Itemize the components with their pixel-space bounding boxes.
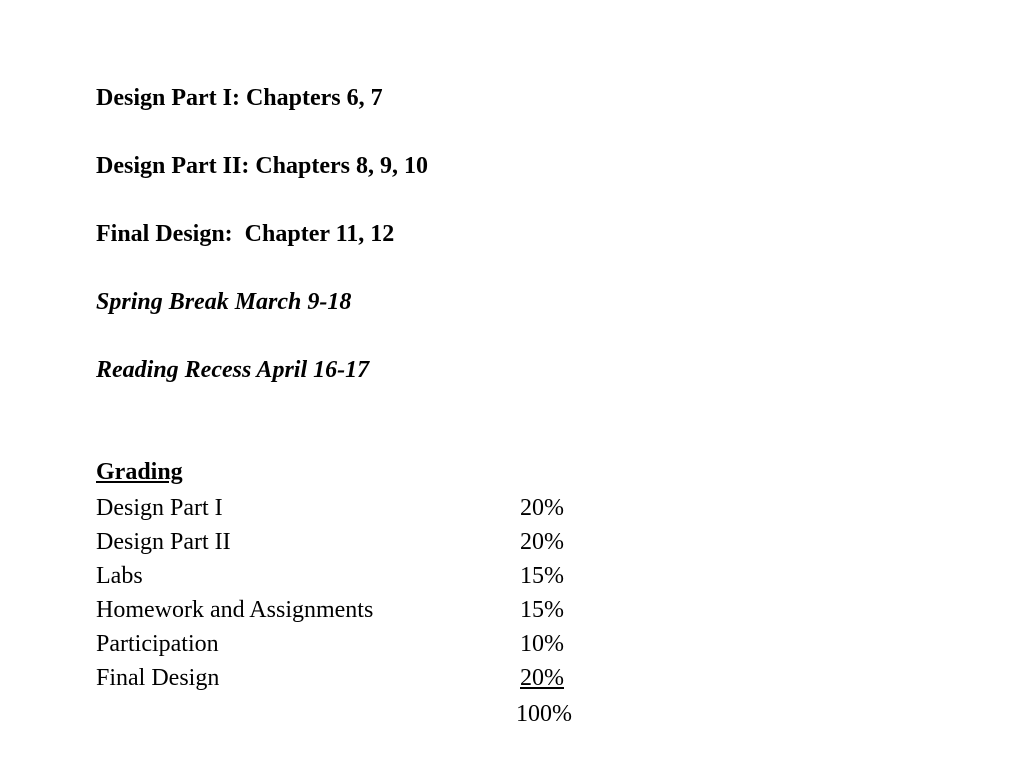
grading-row-percent: 15% bbox=[520, 597, 564, 623]
grading-row-label: Homework and Assignments bbox=[96, 597, 374, 623]
grading-row-label: Participation bbox=[96, 631, 219, 657]
grading-heading: Grading bbox=[96, 459, 183, 485]
schedule-item-spring-break: Spring Break March 9-18 bbox=[96, 289, 352, 315]
schedule-item-final-design: Final Design: Chapter 11, 12 bbox=[96, 221, 395, 247]
grading-row-label: Labs bbox=[96, 563, 143, 589]
grading-total: 100% bbox=[516, 701, 572, 727]
grading-row-percent: 20% bbox=[520, 529, 564, 555]
schedule-item-design-part-1: Design Part I: Chapters 6, 7 bbox=[96, 85, 383, 111]
schedule-item-design-part-2: Design Part II: Chapters 8, 9, 10 bbox=[96, 153, 428, 179]
grading-row-label: Design Part I bbox=[96, 495, 223, 521]
grading-row-percent: 10% bbox=[520, 631, 564, 657]
grading-row-percent-underlined bbox=[500, 664, 564, 692]
grading-row-percent: 20% bbox=[520, 495, 564, 521]
grading-row-percent: 15% bbox=[520, 563, 564, 589]
schedule-item-reading-recess: Reading Recess April 16-17 bbox=[96, 357, 370, 383]
grading-row-label: Design Part II bbox=[96, 529, 231, 555]
grading-row-percent-value: 20% bbox=[520, 665, 564, 691]
grading-row-label: Final Design bbox=[96, 665, 220, 691]
